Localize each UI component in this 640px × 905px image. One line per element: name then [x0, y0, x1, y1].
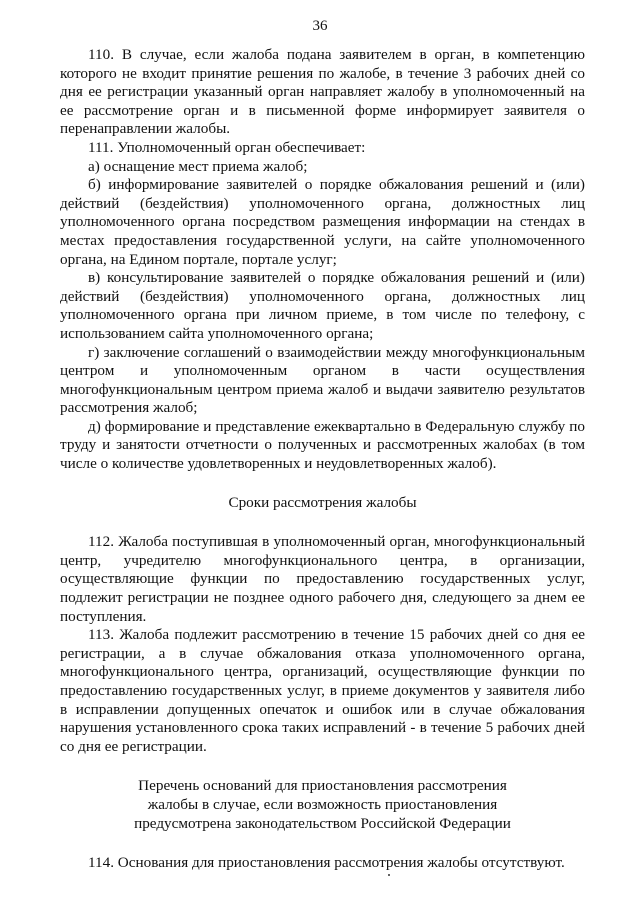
paragraph-110: 110. В случае, если жалоба подана заявителем в орган, в компетенцию которого не входит принятие решения по жалобе, в течение 3 рабочих дней со дня ее регистрации указанный орган направляет жалобу в уполномоченный на ее рассмотрение орган и в письменной форме информирует заявителя о перенаправлении жалобы.: [60, 46, 585, 138]
paragraph-112: 112. Жалоба поступившая в уполномоченный орган, многофункциональный центр, учредителю многофункционального центра, в организации, осуществляющие функции по предоставлению государственных услуг, подлежит регистрации не позднее одного рабочего дня, следующего за днем ее поступления.: [60, 533, 585, 625]
heading-line: Перечень оснований для приостановления рассмотрения: [138, 777, 507, 795]
heading-line: предусмотрена законодательством Российской Федерации: [134, 814, 511, 832]
page-number: 36: [312, 18, 328, 34]
list-item-v: в) консультирование заявителей о порядке обжалования решений и (или) действий (бездействия) уполномоченного органа, должностных лиц уполномоченного органа при личном приеме, в том числе по телефону, с использованием сайта уполномоченного органа;: [60, 269, 585, 342]
heading-line: жалобы в случае, если возможность приостановления: [147, 795, 498, 813]
paragraph-114: 114. Основания для приостановления рассмотрения жалобы отсутствуют.: [88, 854, 565, 872]
section-heading-suspension: [60, 777, 585, 833]
list-item-g: г) заключение соглашений о взаимодействии между многофункциональным центром и уполномоченным органом в части осуществления многофункциональным центром приема жалоб и выдачи заявителю результатов рассмотрения жалоб;: [60, 343, 585, 417]
list-item-d: д) формирование и представление ежеквартально в Федеральную службу по труду и занятости отчетности о полученных и рассмотренных жалобах (в том числе о количестве удовлетворенных и неудовлетворенных жалоб).: [60, 417, 585, 473]
scan-speck: [388, 874, 390, 876]
document-body: [60, 46, 585, 873]
paragraph-113: 113. Жалоба подлежит рассмотрению в течение 15 рабочих дней со дня ее регистрации, а в случае обжалования отказа уполномоченного органа, многофункционального центра, организаций, осуществляющие функции по предоставлению государственных услуг, в приеме документов у заявителя либо в исправлении допущенных опечаток и ошибок или в случае обжалования нарушения установленного срока таких исправлений - в течение 5 рабочих дней со дня ее регистрации.: [60, 626, 585, 755]
paragraph-111: 111. Уполномоченный орган обеспечивает:: [88, 138, 366, 156]
section-heading-terms: Сроки рассмотрения жалобы: [228, 493, 417, 511]
list-item-a: а) оснащение мест приема жалоб;: [88, 157, 308, 175]
list-item-b: б) информирование заявителей о порядке обжалования решений и (или) действий (бездействия) уполномоченного органа, должностных лиц уполномоченного органа посредством размещения информации на стендах в местах предоставления государственной услуги, на сайте уполномоченного органа, на Едином портале, портале услуг;: [60, 176, 585, 268]
